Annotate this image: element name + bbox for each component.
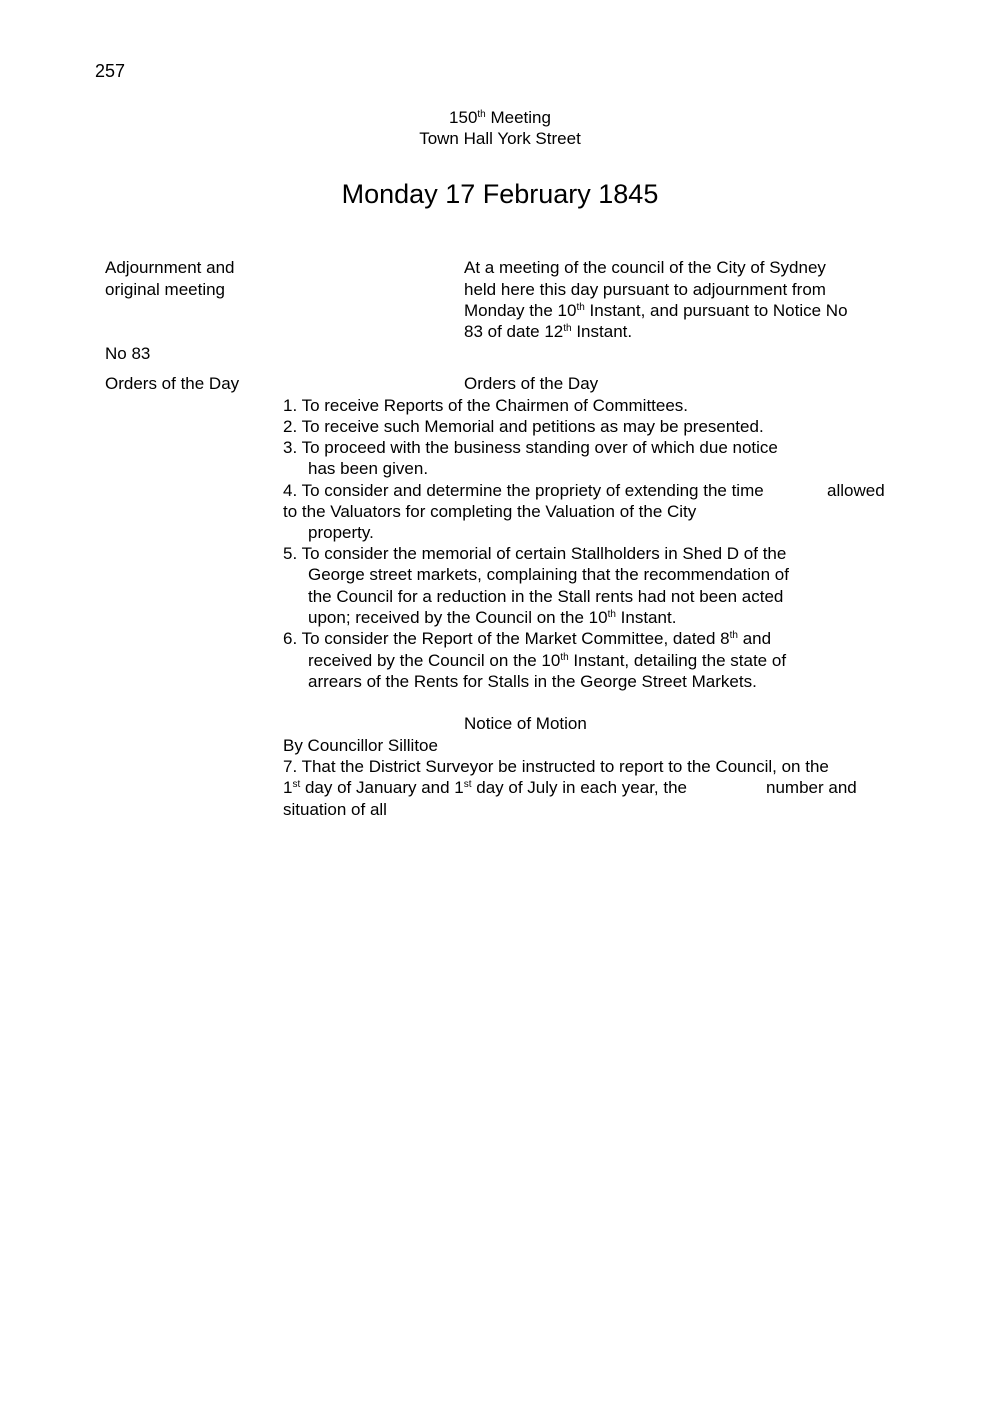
order-item-5-line-3: the Council for a reduction in the Stall rents had not been acted <box>308 587 784 606</box>
order-item-2: 2. To receive such Memorial and petitions as may be presented. <box>283 417 764 436</box>
notice-item-7-line-2-sup2: st <box>463 779 472 790</box>
notice-item-7-line-2 <box>283 777 687 798</box>
intro-line-1: At a meeting of the council of the City of Sydney <box>464 258 826 277</box>
orders-heading: Orders of the Day <box>464 374 599 393</box>
meeting-location: Town Hall York Street <box>419 129 581 148</box>
notice-by: By Councillor Sillitoe <box>283 736 438 755</box>
order-item-5-line-1: 5. To consider the memorial of certain Stallholders in Shed D of the <box>283 544 787 563</box>
page-title: Monday 17 February 1845 <box>341 179 659 209</box>
margin-note-adjournment-2: original meeting <box>105 280 226 299</box>
meeting-number-value: 150 <box>449 108 478 127</box>
order-item-6-line-2-rest: Instant, detailing the state of <box>568 651 787 670</box>
notice-item-7-line-2-end: number and <box>766 778 857 797</box>
intro-line-3-rest: Instant, and pursuant to Notice No <box>584 301 848 320</box>
order-item-6-line-1-rest: and <box>737 629 772 648</box>
order-item-6-line-2-sup: th <box>560 652 569 663</box>
order-item-4-line-1-end: allowed <box>827 481 885 500</box>
intro-line-4 <box>464 321 632 342</box>
meeting-number-suffix: th <box>477 109 486 120</box>
order-item-6-line-2 <box>308 650 786 671</box>
order-item-1: 1. To receive Reports of the Chairmen of Committees. <box>283 396 689 415</box>
order-item-6-line-1 <box>283 628 771 649</box>
intro-line-3 <box>464 300 848 321</box>
meeting-number <box>0 107 1000 128</box>
intro-line-4-text: 83 of date 12 <box>464 322 564 341</box>
order-item-5-line-4-sup: th <box>607 609 616 620</box>
order-item-6-line-1-text: 6. To consider the Report of the Market Committee, dated 8 <box>283 629 730 648</box>
intro-line-3-text: Monday the 10 <box>464 301 577 320</box>
order-item-3-line-2: has been given. <box>308 459 429 478</box>
notice-item-7-line-1: 7. That the District Surveyor be instructed to report to the Council, on the <box>283 757 829 776</box>
intro-line-2: held here this day pursuant to adjournment from <box>464 280 826 299</box>
notice-item-7-line-3: situation of all <box>283 800 387 819</box>
intro-line-4-sup: th <box>563 323 572 334</box>
margin-note-notice-no: No 83 <box>105 344 151 363</box>
order-item-4-line-2: to the Valuators for completing the Valuation of the City <box>283 502 697 521</box>
order-item-5-line-4-rest: Instant. <box>615 608 677 627</box>
order-item-5-line-2: George street markets, complaining that the recommendation of <box>308 565 789 584</box>
order-item-6-line-1-sup: th <box>729 630 738 641</box>
notice-item-7-line-2-c: day of July in each year, the <box>471 778 688 797</box>
order-item-6-line-2-text: received by the Council on the 10 <box>308 651 561 670</box>
order-item-5-line-4-text: upon; received by the Council on the 10 <box>308 608 608 627</box>
order-item-3-line-1: 3. To proceed with the business standing over of which due notice <box>283 438 778 457</box>
notice-item-7-line-2-a: 1 <box>283 778 293 797</box>
meeting-word: Meeting <box>485 108 551 127</box>
notice-item-7-line-2-sup1: st <box>292 779 301 790</box>
notice-item-7-line-2-b: day of January and 1 <box>300 778 464 797</box>
order-item-4-line-1: 4. To consider and determine the propriety of extending the time <box>283 481 764 500</box>
intro-line-4-rest: Instant. <box>571 322 633 341</box>
intro-line-3-sup: th <box>576 302 585 313</box>
order-item-4-line-3: property. <box>308 523 374 542</box>
order-item-6-line-3: arrears of the Rents for Stalls in the George Street Markets. <box>308 672 757 691</box>
page-number: 257 <box>95 61 126 81</box>
margin-note-orders: Orders of the Day <box>105 374 240 393</box>
margin-note-adjournment-1: Adjournment and <box>105 258 235 277</box>
order-item-5-line-4 <box>308 607 676 628</box>
notice-heading: Notice of Motion <box>464 714 587 733</box>
